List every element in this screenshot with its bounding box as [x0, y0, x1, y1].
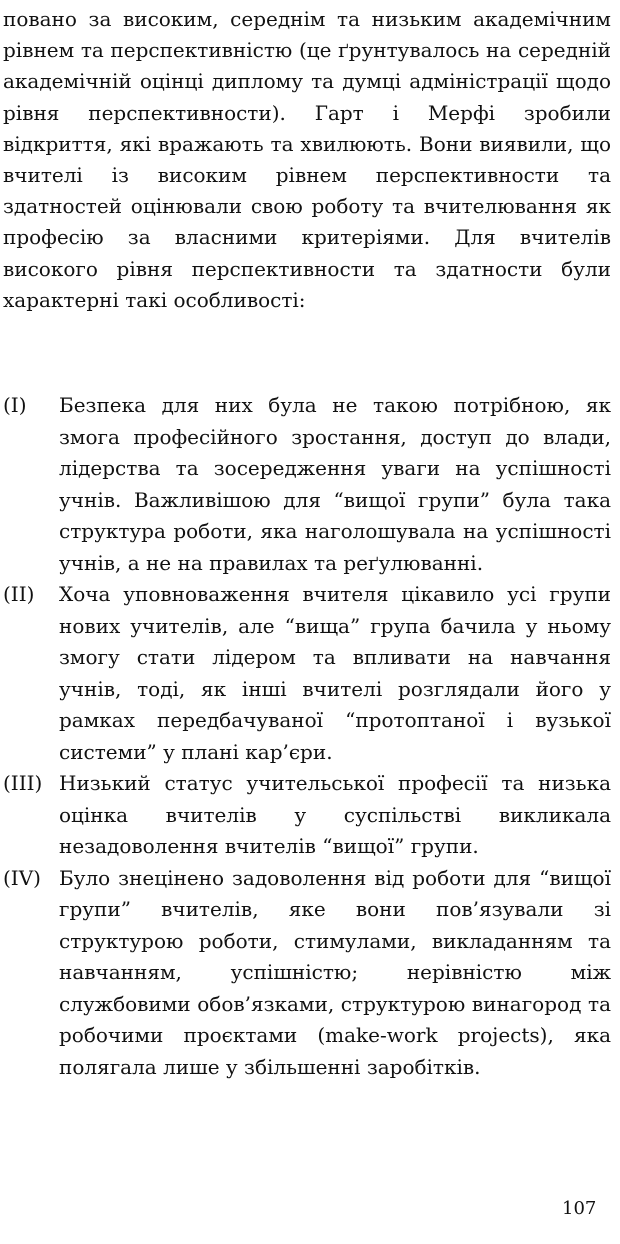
list-item: [3, 768, 611, 863]
findings-list: [3, 390, 611, 1083]
list-item-text: Безпека для них була не такою потрібною, як змога професійного зростання, доступ до влади, лідерства та зосередження уваги на успішності учнів. Важливішою для “вищої групи” була така структура роботи, яка наголошувала на успішності учнів, а не на правилах та реґулюванні.: [59, 393, 611, 575]
page-number: 107: [562, 1198, 597, 1219]
list-item-text: Було знецінено задоволення від роботи для “вищої групи” вчителів, яке вони пов’язували зі структурою роботи, стимулами, викладанням та навчанням, успішністю; нерівністю між службовими обов’язками, структурою винагород та робочими проєктами (make-work projects), яка полягала лише у збільшенні заробітків.: [59, 865, 611, 1079]
list-marker: (III): [3, 771, 43, 795]
list-marker: (II): [3, 582, 35, 606]
list-marker: (I): [3, 393, 27, 417]
list-item: [3, 390, 611, 579]
list-marker: (IV): [3, 865, 41, 890]
intro-paragraph: повано за високим, середнім та низьким академічним рівнем та перспективністю (це ґрунтувалось на середній академічній оцінці диплому та думці адміністрації щодо рівня перспективности). Гарт і Мерфі зробили відкриття, які вражають та хвилюють. Вони виявили, що вчителі із високим рівнем перспективности та здатностей оцінювали свою роботу та вчителювання як професію за власними критеріями. Для вчителів високого рівня перспективности та здатности були характерні такі особливості:: [3, 7, 611, 312]
list-item-text: Хоча уповноваження вчителя цікавило усі групи нових учителів, але “вища” група бачила у ньому змогу стати лідером та впливати на навчання учнів, тоді, як інші вчителі розглядали його у рамках передбачуваної “протоптаної і вузької системи” у плані кар’єри.: [59, 582, 611, 764]
list-item: [3, 863, 611, 1084]
list-item-text: Низький статус учительської професії та низька оцінка вчителів у суспільстві викликала незадоволення вчителів “вищої” групи.: [59, 771, 611, 858]
list-item: [3, 579, 611, 768]
